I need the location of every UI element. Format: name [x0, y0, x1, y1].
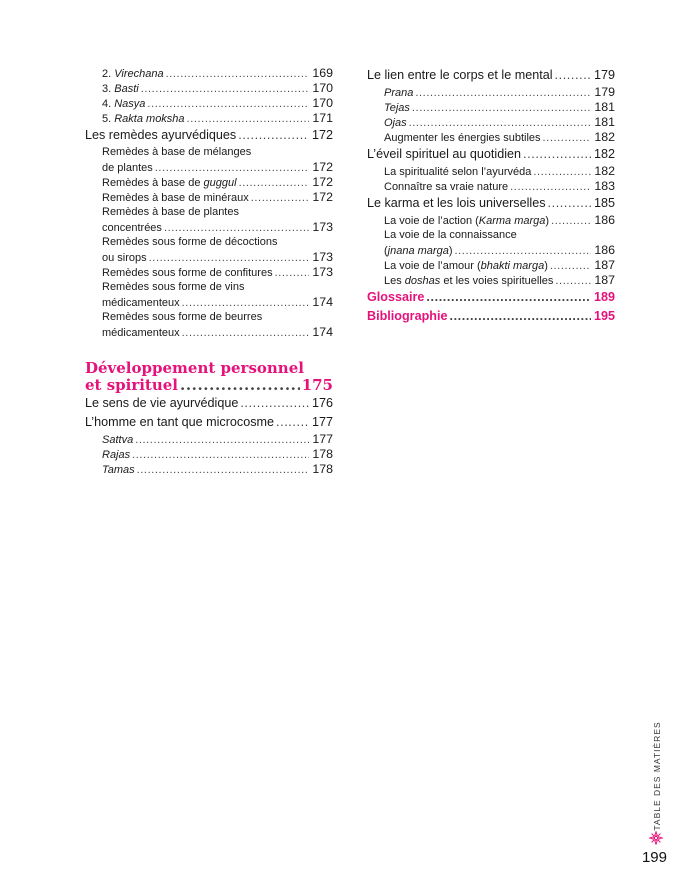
toc-entry[interactable]	[367, 258, 615, 273]
dot-leader	[164, 221, 309, 236]
toc-entry-text: 4.	[102, 98, 115, 110]
toc-entry-text: )	[545, 215, 550, 227]
toc-page-number: 186	[594, 213, 615, 227]
dot-leader	[187, 112, 309, 127]
toc-entry-text: jnana marga	[387, 245, 449, 257]
toc-entry[interactable]	[367, 243, 615, 258]
toc-entry[interactable]	[85, 250, 333, 265]
toc-entry[interactable]	[85, 235, 333, 250]
toc-entry-title	[85, 126, 236, 145]
toc-page-number: 179	[593, 68, 615, 82]
toc-entry-title	[367, 307, 447, 326]
toc-page-number: 179	[594, 85, 615, 99]
toc-entry-text: Remèdes sous forme de confitures	[102, 267, 273, 279]
toc-entry[interactable]	[367, 194, 615, 213]
toc-entry-text: La spiritualité selon l’ayurvéda	[384, 166, 532, 178]
dot-leader	[149, 251, 309, 266]
dot-leader	[548, 194, 592, 213]
toc-page-number: 170	[312, 96, 333, 110]
toc-entry-title	[102, 145, 251, 160]
dot-leader	[276, 413, 309, 432]
dot-leader	[180, 377, 300, 394]
toc-page-number: 187	[594, 258, 615, 272]
toc-entry-title	[102, 235, 277, 250]
toc-entry-text: Le sens de vie ayurvédique	[85, 396, 239, 410]
toc-entry[interactable]	[367, 130, 615, 145]
toc-entry-text: Connaître sa vraie nature	[384, 181, 509, 193]
toc-page-number: 171	[312, 111, 333, 125]
toc-entry-text: Karma marga	[478, 215, 546, 227]
toc-entry-text: médicamenteux	[102, 327, 180, 339]
dot-leader	[182, 296, 309, 311]
toc-entry-text: Basti	[114, 83, 139, 95]
toc-entry[interactable]	[367, 145, 615, 164]
toc-entry-title	[384, 101, 410, 116]
toc-entry-title	[102, 326, 180, 341]
toc-entry-text: Remèdes à base de mélanges	[102, 146, 252, 158]
toc-page-number: 187	[594, 273, 615, 287]
dot-leader	[251, 191, 309, 206]
dot-leader	[426, 288, 591, 307]
toc-entry-title	[85, 413, 274, 432]
toc-entry-title	[384, 86, 413, 101]
toc-entry-text: bhakti marga	[480, 260, 545, 272]
dot-leader	[182, 326, 309, 341]
toc-entry-title	[102, 161, 153, 176]
toc-page-number: 172	[311, 128, 333, 142]
toc-entry-title	[367, 288, 424, 307]
toc-page-number: 177	[311, 415, 333, 429]
toc-entry-title	[102, 176, 237, 191]
toc-entry-title	[102, 112, 185, 127]
toc-column-left	[85, 66, 333, 477]
toc-entry-text: concentrées	[102, 222, 162, 234]
toc-page-number: 175	[301, 376, 333, 394]
toc-entry[interactable]	[85, 447, 333, 462]
toc-entry-text: Glossaire	[367, 290, 425, 304]
dot-leader	[555, 66, 591, 85]
side-label: TABLE DES MATIÈRES	[652, 721, 662, 831]
toc-entry-title	[384, 244, 453, 259]
toc-entry[interactable]	[85, 265, 333, 280]
toc-page-number: 173	[312, 265, 333, 279]
toc-entry-title	[384, 180, 508, 195]
toc-entry-title	[102, 251, 147, 266]
toc-page-number: 183	[594, 179, 615, 193]
toc-entry-text: et spirituel	[85, 376, 179, 394]
toc-entry-text: et les voies spirituelles	[440, 275, 554, 287]
toc-entry-text: Le lien entre le corps et le mental	[367, 68, 553, 82]
toc-entry-title	[85, 360, 304, 377]
toc-entry-title	[102, 191, 249, 206]
toc-entry-title	[367, 145, 521, 164]
toc-entry[interactable]	[367, 213, 615, 228]
toc-page-number: 178	[312, 447, 333, 461]
toc-page-number: 169	[312, 66, 333, 80]
toc-page-number: 173	[312, 220, 333, 234]
toc-page-number: 173	[312, 250, 333, 264]
toc-entry-title	[384, 165, 531, 180]
toc-entry-text: Les remèdes ayurvédiques	[85, 128, 237, 142]
dot-leader	[523, 145, 591, 164]
toc-entry-text: 3.	[102, 83, 115, 95]
toc-entry[interactable]	[85, 220, 333, 235]
toc-entry-text: La voie de la connaissance	[384, 229, 517, 241]
toc-entry-text: La voie de l’amour (	[384, 260, 481, 272]
section-spacer	[85, 340, 333, 360]
toc-entry-title	[384, 214, 549, 229]
toc-entry[interactable]	[367, 164, 615, 179]
toc-entry-text: Virechana	[114, 68, 164, 80]
dot-leader	[240, 394, 309, 413]
toc-entry[interactable]	[85, 280, 333, 295]
toc-entry-title	[102, 433, 133, 448]
toc-entry-title	[85, 377, 178, 394]
toc-entry-text: Remèdes sous forme de beurres	[102, 311, 263, 323]
toc-entry[interactable]	[85, 394, 333, 413]
toc-entry[interactable]	[367, 307, 615, 326]
dot-leader	[409, 116, 591, 131]
toc-entry-title	[384, 274, 553, 289]
toc-entry-title	[102, 97, 145, 112]
toc-entry-text: doshas	[404, 275, 441, 287]
toc-entry[interactable]	[367, 85, 615, 100]
toc-entry-title	[102, 67, 164, 82]
toc-entry-title	[367, 194, 546, 213]
toc-page-number: 176	[311, 396, 333, 410]
toc-page-number: 186	[594, 243, 615, 257]
toc-page-number: 172	[312, 175, 333, 189]
toc-entry-text: L’éveil spirituel au quotidien	[367, 147, 522, 161]
lotus-ornament-icon	[649, 831, 663, 845]
toc-entry-text: 5.	[102, 113, 115, 125]
toc-entry[interactable]	[367, 66, 615, 85]
toc-entry[interactable]	[367, 228, 615, 243]
dot-leader	[455, 244, 592, 259]
page-number: 199	[641, 849, 667, 866]
toc-entry[interactable]	[85, 413, 333, 432]
toc-entry-title	[102, 296, 180, 311]
toc-page-number: 177	[312, 432, 333, 446]
toc-entry-text: Tejas	[384, 102, 410, 114]
toc-page-number: 189	[593, 290, 615, 304]
toc-page-number: 174	[312, 295, 333, 309]
dot-leader	[238, 126, 309, 145]
toc-entry-title	[384, 228, 517, 243]
toc-entry-text: Nasya	[114, 98, 146, 110]
dot-leader	[449, 307, 591, 326]
toc-entry-text: )	[544, 260, 548, 272]
toc-entry-text: Rakta moksha	[114, 113, 185, 125]
dot-leader	[543, 131, 591, 146]
toc-entry[interactable]	[367, 100, 615, 115]
toc-page-number: 182	[594, 164, 615, 178]
dot-leader	[137, 463, 309, 478]
toc-entry[interactable]	[85, 190, 333, 205]
toc-entry-text: Remèdes à base de	[102, 177, 204, 189]
toc-entry-title	[102, 266, 273, 281]
dot-leader	[555, 274, 591, 289]
toc-section-heading[interactable]	[85, 360, 333, 377]
toc-entry-text: Remèdes à base de plantes	[102, 206, 239, 218]
toc-entry-title	[102, 280, 244, 295]
dot-leader	[147, 97, 309, 112]
dot-leader	[510, 180, 591, 195]
toc-entry-text: Les	[384, 275, 405, 287]
dot-leader	[135, 433, 309, 448]
toc-entry[interactable]	[367, 115, 615, 130]
toc-entry-text: Remèdes sous forme de vins	[102, 281, 245, 293]
toc-page-number: 182	[594, 130, 615, 144]
toc-entry-text: L’homme en tant que microcosme	[85, 415, 274, 429]
toc-entry-text: La voie de l’action (	[384, 215, 479, 227]
toc-entry[interactable]	[85, 175, 333, 190]
toc-entry-text: Rajas	[102, 449, 131, 461]
toc-entry[interactable]	[85, 205, 333, 220]
toc-page-number: 178	[312, 462, 333, 476]
toc-entry[interactable]	[367, 288, 615, 307]
dot-leader	[550, 259, 591, 274]
toc-entry-title	[102, 82, 139, 97]
toc-entry[interactable]	[85, 295, 333, 310]
toc-entry-text: Bibliographie	[367, 309, 448, 323]
toc-entry-text: médicamenteux	[102, 297, 180, 309]
toc-entry-title	[102, 221, 162, 236]
toc-entry-text: de plantes	[102, 162, 153, 174]
toc-entry-text: Ojas	[384, 117, 407, 129]
toc-entry-text: guggul	[203, 177, 237, 189]
toc-section-heading[interactable]	[85, 377, 333, 394]
dot-leader	[166, 67, 309, 82]
toc-page-number: 172	[312, 160, 333, 174]
toc-entry-text: Le karma et les lois universelles	[367, 196, 546, 210]
toc-page-number: 181	[594, 100, 615, 114]
toc-entry-text: Tamas	[102, 464, 135, 476]
toc-entry-text: Développement personnel	[85, 359, 304, 377]
dot-leader	[533, 165, 591, 180]
toc-column-right	[367, 66, 615, 326]
toc-entry-title	[102, 448, 130, 463]
dot-leader	[132, 448, 309, 463]
toc-entry[interactable]	[85, 145, 333, 160]
dot-leader	[155, 161, 309, 176]
toc-page-number: 195	[593, 309, 615, 323]
toc-entry[interactable]	[85, 81, 333, 96]
toc-entry-title	[384, 259, 548, 274]
toc-entry-text: Augmenter les énergies subtiles	[384, 132, 541, 144]
toc-entry[interactable]	[85, 325, 333, 340]
toc-entry[interactable]	[367, 273, 615, 288]
toc-entry-text: (	[384, 245, 388, 257]
toc-entry-title	[102, 205, 239, 220]
toc-entry-title	[85, 394, 238, 413]
toc-entry-text: Remèdes sous forme de décoctions	[102, 236, 278, 248]
toc-entry[interactable]	[85, 462, 333, 477]
toc-page-number: 182	[593, 147, 615, 161]
toc-entry[interactable]	[367, 179, 615, 194]
toc-page-number: 185	[593, 196, 615, 210]
side-running-title	[650, 721, 664, 831]
dot-leader	[141, 82, 309, 97]
toc-page-number: 181	[594, 115, 615, 129]
toc-entry-text: )	[448, 245, 453, 257]
toc-page-number: 174	[312, 325, 333, 339]
toc-entry-text: Sattva	[102, 434, 134, 446]
toc-entry-text: 2.	[102, 68, 115, 80]
dot-leader	[551, 214, 591, 229]
dot-leader	[239, 176, 309, 191]
toc-entry-title	[367, 66, 553, 85]
toc-entry[interactable]	[85, 66, 333, 81]
toc-entry-title	[102, 310, 262, 325]
toc-entry[interactable]	[85, 310, 333, 325]
toc-entry[interactable]	[85, 126, 333, 145]
dot-leader	[275, 266, 309, 281]
dot-leader	[415, 86, 591, 101]
toc-entry-text: Remèdes à base de minéraux	[102, 192, 249, 204]
toc-entry-title	[384, 116, 407, 131]
toc-entry[interactable]	[85, 432, 333, 447]
toc-entry-title	[384, 131, 541, 146]
toc-entry-title	[102, 463, 135, 478]
toc-entry[interactable]	[85, 111, 333, 126]
toc-entry-text: Prana	[384, 87, 414, 99]
dot-leader	[412, 101, 591, 116]
toc-page-number: 170	[312, 81, 333, 95]
toc-entry[interactable]	[85, 160, 333, 175]
toc-entry[interactable]	[85, 96, 333, 111]
toc-page-number: 172	[312, 190, 333, 204]
toc-entry-text: ou sirops	[102, 252, 147, 264]
